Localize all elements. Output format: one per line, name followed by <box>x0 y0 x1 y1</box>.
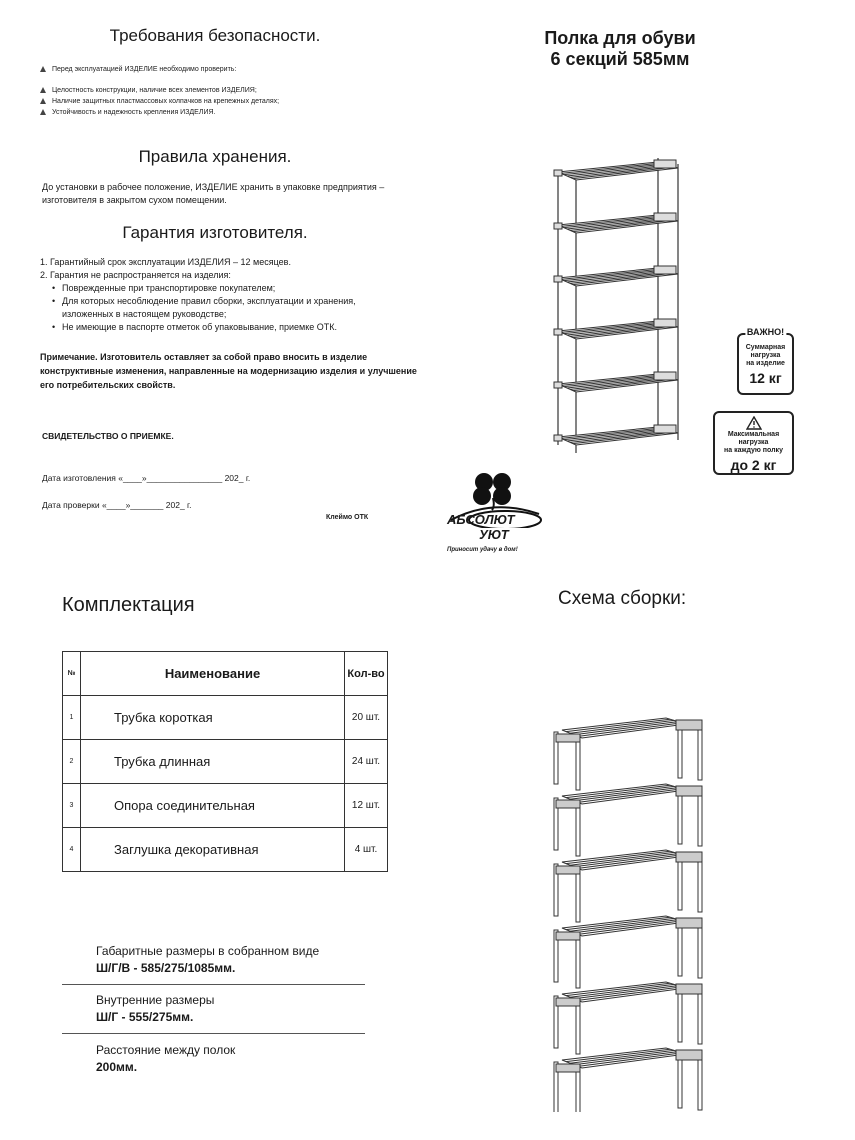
dimension-label: Габаритные размеры в собранном виде <box>96 944 320 958</box>
badge-text: Максимальная <box>727 431 780 438</box>
badge-text: нагрузка <box>750 352 781 359</box>
warning-icon <box>746 416 762 430</box>
warning-icon <box>40 87 46 93</box>
logo-slogan: Приносит удачу в дом! <box>447 547 518 553</box>
kit-table <box>62 651 388 872</box>
warranty-subitem: • Не имеющие в паспорте отметок об упаковывание, приемке ОТК. <box>62 321 440 334</box>
scheme-tier <box>554 916 702 988</box>
row-name: Трубка короткая <box>81 696 345 740</box>
warning-icon <box>40 66 46 72</box>
assembly-scheme-illustration <box>548 700 708 1112</box>
shelf-tier <box>554 213 678 233</box>
scheme-tier <box>554 784 702 856</box>
safety-item: Устойчивость и надежность крепления ИЗДЕЛИЯ. <box>40 107 430 118</box>
shelf-tier <box>554 372 678 392</box>
dimension-spacing <box>96 1042 366 1076</box>
row-qty: 4 шт. <box>345 828 388 872</box>
col-qty: Кол-во <box>345 652 388 696</box>
date-made-field: Дата изготовления «____»________________ 202_ г. <box>42 473 251 483</box>
safety-item: Наличие защитных пластмассовых колпачков на крепежных деталях; <box>40 96 430 107</box>
warning-icon <box>40 109 46 115</box>
dimension-label: Внутренние размеры <box>96 993 215 1007</box>
row-num: 1 <box>63 696 81 740</box>
badge-value: 12 кг <box>749 370 782 386</box>
warranty-subitem: • Поврежденные при транспортировке покупателем; <box>62 282 440 295</box>
col-name: Наименование <box>81 652 345 696</box>
warranty-list <box>40 256 440 334</box>
date-checked-field: Дата проверки «____»_______ 202_ г. <box>42 500 192 510</box>
scheme-tier <box>554 850 702 922</box>
badge-head: ВАЖНО! <box>746 327 785 337</box>
scheme-title: Схема сборки: <box>558 588 687 609</box>
badge-value: до 2 кг <box>730 457 777 473</box>
row-name: Опора соединительная <box>81 784 345 828</box>
shelf-load-badge <box>713 411 794 475</box>
badge-text: нагрузка <box>738 439 769 446</box>
warranty-subitem: • Для которых несоблюдение правил сборки, эксплуатации и хранения, изложенных в настоящем руководстве; <box>62 295 362 321</box>
table-row <box>63 828 388 872</box>
scheme-tier <box>554 1048 702 1112</box>
kit-title: Комплектация <box>62 594 195 616</box>
safety-intro: Перед эксплуатацией ИЗДЕЛИЕ необходимо проверить: <box>40 64 430 75</box>
logo-line2: УЮТ <box>479 527 509 542</box>
row-num: 2 <box>63 740 81 784</box>
shelf-tier <box>554 160 678 180</box>
table-row <box>63 784 388 828</box>
scheme-tier <box>554 982 702 1054</box>
shelf-tier <box>554 319 678 339</box>
product-title <box>490 28 750 70</box>
scheme-tier <box>554 718 702 790</box>
row-num: 3 <box>63 784 81 828</box>
brand-logo <box>443 468 543 563</box>
dimension-value: Ш/Г/В - 585/275/1085мм. <box>96 961 236 975</box>
table-row <box>63 740 388 784</box>
product-title-line2: 6 секций 585мм <box>550 49 690 69</box>
table-header-row <box>63 652 388 696</box>
badge-text: Суммарная <box>745 344 786 351</box>
dimension-label: Расстояние между полок <box>96 1043 236 1057</box>
row-num: 4 <box>63 828 81 872</box>
row-qty: 20 шт. <box>345 696 388 740</box>
dimension-value: Ш/Г - 555/275мм. <box>96 1010 194 1024</box>
product-title-line1: Полка для обуви <box>544 28 696 48</box>
col-num: № <box>63 652 81 696</box>
divider <box>62 984 365 985</box>
safety-title: Требования безопасности. <box>109 26 321 45</box>
total-load-badge <box>737 327 794 395</box>
shelf-tier <box>554 425 678 445</box>
storage-text: До установки в рабочее положение, ИЗДЕЛИЕ хранить в упаковке предприятия – изготовителя в закрытом сухом помещении. <box>42 182 385 205</box>
warranty-sublist <box>40 282 440 334</box>
certificate-title: СВИДЕТЕЛЬСТВО О ПРИЕМКЕ. <box>42 431 174 441</box>
warning-icon <box>40 98 46 104</box>
row-name: Трубка длинная <box>81 740 345 784</box>
row-qty: 12 шт. <box>345 784 388 828</box>
warranty-item: 2. Гарантия не распространяется на изделия: <box>40 270 231 280</box>
row-qty: 24 шт. <box>345 740 388 784</box>
table-row <box>63 696 388 740</box>
otk-stamp-label: Клеймо ОТК <box>326 514 369 521</box>
badge-text: на каждую полку <box>724 447 783 454</box>
assembled-shelf-illustration <box>550 150 690 455</box>
shelf-tier <box>554 266 678 286</box>
dimension-inner <box>96 992 366 1026</box>
row-name: Заглушка декоративная <box>81 828 345 872</box>
logo-line1: АБСОЛЮТ <box>447 512 515 527</box>
divider <box>62 1033 365 1034</box>
badge-text: на изделие <box>746 360 785 367</box>
safety-item: Целостность конструкции, наличие всех элементов ИЗДЕЛИЯ; <box>40 85 430 96</box>
safety-list <box>40 64 430 118</box>
dimension-value: 200мм. <box>96 1060 138 1074</box>
dimension-overall <box>96 943 366 977</box>
storage-title: Правила хранения. <box>138 147 292 166</box>
warranty-item: 1. Гарантийный срок эксплуатации ИЗДЕЛИЯ – 12 месяцев. <box>40 257 291 267</box>
warranty-note: Примечание. Изготовитель оставляет за собой право вносить в изделие конструктивные изменения, направленные на модернизацию изделия и улучшение его потребительских свойств. <box>40 352 417 390</box>
warranty-title: Гарантия изготовителя. <box>122 223 308 242</box>
